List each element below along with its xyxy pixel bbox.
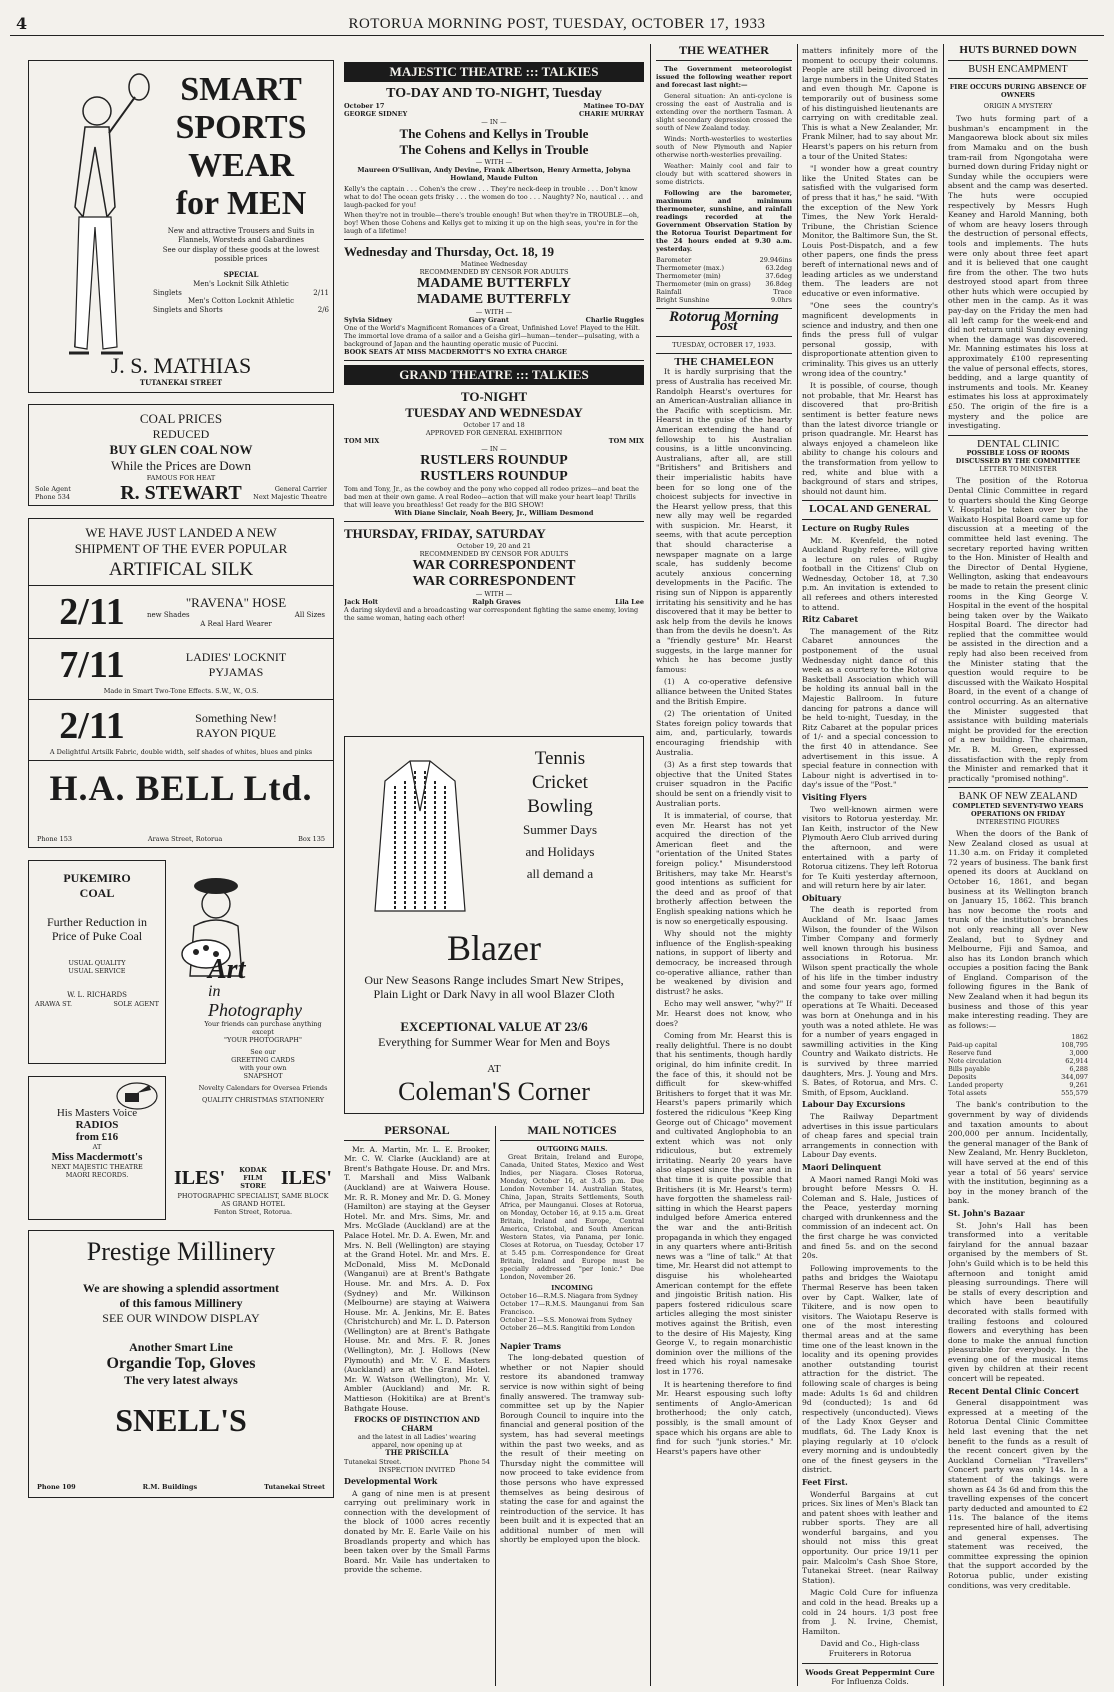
mail-body2: The long-debated question of whether or not Napier should restore its abandoned tramway service is now within sight of being finally answered. The tramway sub-committee set up by the Napier Borough Council to inquire into the financial and general position of the system, has had several meetings within the past two weeks, and as the result of their meeting on Thursday night the committee will now proceed to take evidence from those persons who have expressed themselves as being desirous of stating the case for and against the reintroduction of the service. It has been built and it is expected that an additional number of men will shortly be employed upon the block. xyxy=(500,1353,644,1545)
bank-table-head: 1862 xyxy=(1071,1033,1088,1042)
right-b5: St. John's Hall has been transformed into a veritable fairyland for the annual bazaar organised by the members of St. John's Guild which is to be held this afternoon and tonight amid pleasing surroundings. There will be stalls of every description and which have been beautifully decorated with stalls formed with trailing festoons and coloured flowers and everything has been done to make the annual function pleasurable for everybody. In the evening one of the musical items given by children at their recent concert will be repeated. xyxy=(948,1220,1088,1384)
weather-intro: The Government meteorologist issued the following weather report and forecast last night:— xyxy=(656,64,792,89)
bank-figure-label: Landed property xyxy=(948,1081,1004,1090)
bell-item2: LADIES' LOCKNIT xyxy=(185,650,287,664)
bank-figure-row xyxy=(948,1065,1088,1073)
editorial-p12: "One sees the country's magnificent developments in science and industry, and then one finds the press full of vulgar personal gossip, with disproportionate attention given to criminality. This gives us an utterly wrong idea of the country." xyxy=(802,301,938,378)
gramophone-logo xyxy=(115,1081,159,1111)
ad-radios xyxy=(28,1076,166,1220)
personal-ad5: Phone 54 xyxy=(459,1458,490,1466)
iles-l7: GREETING CARDS xyxy=(231,1056,295,1064)
iles-brand-right: ILES' xyxy=(280,1166,332,1189)
right-h4: ORIGIN A MYSTERY xyxy=(983,102,1053,111)
bank-figure-value: 344,097 xyxy=(1061,1073,1088,1082)
weather-reading-value: 63.2deg xyxy=(765,263,792,272)
pukemiro-role: SOLE AGENT xyxy=(113,999,159,1008)
column-right xyxy=(948,46,1088,1686)
weather-p4: Following are the barometer, maximum and minimum thermometer, sunshine, and rainfall readings recorded at the Government Observation Station by the Rotorua Tourist Department for the 24 hours ended at 9.30 a.m. yesterday. xyxy=(656,188,792,253)
grand-star1: TOM MIX xyxy=(344,437,380,445)
majestic-with: — WITH — xyxy=(475,158,513,166)
editorial-p11: "I wonder how a great country like the United States can be satisfied with the vulgarised form of press that it has," he said. "With the exception of the New York Times, the New York Herald-Tribune, the Christian Science Monitor, the Baltimore Sun, the St. Louis Post-Dispatch, and a few other papers, one finds the press bereft of international news and of leading articles as we understand them. The leaders are not educative or even informative. xyxy=(802,164,938,298)
iles-in: in xyxy=(208,983,221,1000)
column-personal xyxy=(344,1126,490,1686)
local-s1: Lecture on Rugby Rules xyxy=(802,522,910,533)
local-s6: Maori Delinquent xyxy=(802,1161,882,1172)
coleman-blazer: Blazer xyxy=(447,928,541,968)
grand-blurb1: Tom and Tony, Jr., as the cowboy and the pony who copped all rodeo prizes—and beat the bad men at their own game. A real Rodeo—action that will make your heart leap! Thrills that will leave you breathless! Get ready for the BIG SHOW! xyxy=(344,485,639,509)
weather-reading-label: Thermometer (min) xyxy=(656,271,721,280)
stewart-l5: FAMOUS FOR HEAT xyxy=(146,474,216,482)
snells-l1: Prestige Millinery xyxy=(86,1237,276,1266)
iles-kodak: KODAK FILM STORE xyxy=(239,1166,267,1190)
bank-figure-value: 6,288 xyxy=(1069,1065,1088,1074)
majestic-film1-b: The Cohens and Kellys in Trouble xyxy=(399,142,589,157)
mail-head: MAIL NOTICES xyxy=(527,1126,617,1137)
editorial-p2: (1) A co-operative defensive alliance between the United States and the British Empire. xyxy=(656,677,792,706)
majestic-film2-b: MADAME BUTTERFLY xyxy=(417,292,571,307)
mail-sub2: INCOMING xyxy=(551,1283,593,1292)
iles-l9: SNAPSHOT xyxy=(243,1072,283,1080)
editorial-p8: Coming from Mr. Hearst this is really delightful. There is no doubt that his sentiments, though hardly original, do him infinite credit. In the face of this, it should not be difficult for skew-whiffed Britishers to forget that it was Mr. Hearst's papers primarily which fostered the ridiculous "Keep King George out of Chicago" movement and cultivated Anglophobia to an extent which was not only ridiculous, but extremely irritating. Nearly 20 years have also elapsed since the war and in that time it is quite possible that Britishers (it is Mr. Hearst's term) have forgotten the shameless rail-sitting in which the Hearst papers indulged before America entered the war and the anti-British propaganda in which they engaged in any quarters where anti-British news was a "line of talk." At that time, Mr. Hearst did not attempt to disguise his wholehearted American contempt for the effete and jingoistic British nation. His papers fostered ridiculous scare articles alleging the most sinister motives against the British, even to the desire of His Majesty, King George V., to regain monarchistic dominion over the millions of the freed which his royal namesake lost in 1776. xyxy=(656,1031,792,1376)
radios-l7: MAORI RECORDS. xyxy=(65,1171,129,1179)
ad-bell xyxy=(28,518,334,848)
snells-name: SNELL'S xyxy=(115,1402,247,1438)
local-b9: David and Co., High-class Fruiterers in Rotorua xyxy=(820,1639,920,1658)
right-b6: General disappointment was expressed at a meeting of the Rotorua Dental Clinic Committee held last evening that the net benefit to the funds as a result of the recent concert given by the Auckland Cornelian "Travellers" Concert party was only 14s. In a statement of the takings were shown as £4 3s 6d and from this the travelling expenses of the concert party deducted and amounted to £2 11s. The balance of the items represented hire of hall, advertising and general expenses. The statement was received, the committee expressing the opinion that the support accorded by the Rotorua public, under existing conditions, was very creditable. xyxy=(948,1398,1088,1590)
mail-in1: October 16—R.M.S. Niagara from Sydney xyxy=(500,1291,638,1300)
right-b3: When the doors of the Bank of New Zealand closed as usual at 11.30 a.m. on Friday it completed 72 years of business. The bank first opened its doors at Auckland on October 16, 1861, and began business at its Wellington branch on January 15, 1862. This branch has now become the roots and trunk of the institution's branches not only reaching all over New Zealand, but to Sydney and Melbourne, Fiji and Samoa, and also has its London branch which occupies a position facing the Bank of England. Comparison of the following figures in the Bank of New Zealand when it had begun its business and those of this year make interesting reading. They are as follows:— xyxy=(948,828,1088,1030)
editorial-p4: (3) As a first step towards that objective that the United States cruiser squadron in the Pacific should be sent on a friendly visit to Australian ports. xyxy=(656,760,792,808)
grand-star3: Jack Holt xyxy=(344,598,378,606)
majestic-film2-a: MADAME BUTTERFLY xyxy=(417,276,571,291)
radios-l1: His Masters Voice xyxy=(56,1107,138,1119)
editorial-p7: Echo may well answer, "why?" If Mr. Hearst does not know, who does? xyxy=(656,999,792,1028)
weather-p3: Weather: Mainly cool and fair to cloudy but with scattered showers in some districts. xyxy=(656,161,792,186)
iles-l8: with your own xyxy=(239,1064,287,1072)
right-b2: The position of the Rotorua Dental Clinic Committee in regard to quarters should the King George V. Hospital be taken over by the Waikato Hospital Board came up for discussion at a meeting of the committee held last evening. The secretary reported having written to the Hon. Minister of Health and the Director of Dental Hygiene, Wellington, asking that endeavours be made to retain the present clinic rooms in the King George V. Hospital in the event of the hospital being taken over by the Waikato Hospital Board. The director had replied that the committee would be assisted in the direction and a reply had also been received from the Minister stating that the question would require to be discussed with the Waikato Hospital Board, in the event of a change of control occurring. As an alternative the Minister suggested that assistance with building materials might be provided for the erection of a new building. The chairman, Mr. B. M. Green, expressed dissatisfaction with the reply from the Minister and remarked that it practically "promised nothing". xyxy=(948,476,1088,783)
editorial-paper: Rotorua Morning Post xyxy=(669,308,779,335)
mathias-item4: Singlets and Shorts xyxy=(153,305,223,314)
iles-l4: Your friends can purchase anything except xyxy=(204,1020,322,1036)
bell-item1-c: All Sizes xyxy=(294,611,325,620)
snells-phone: Phone 109 xyxy=(37,1483,76,1491)
ad-majestic-theatre xyxy=(344,62,644,658)
weather-reading-row xyxy=(656,280,792,288)
right-h1: HUTS BURNED DOWN xyxy=(959,46,1077,56)
bank-figure-row xyxy=(948,1041,1088,1049)
iles-brand-left: ILES' xyxy=(174,1166,226,1189)
local-b5: The Railway Department advertises in this issue particulars of cheap fares and special train arrangements in connection with Labour Day events. xyxy=(802,1111,938,1160)
masthead-title: ROTORUA MORNING POST, TUESDAY, OCTOBER 17, 1933 xyxy=(348,16,766,32)
weather-reading-label: Thermometer (min on grass) xyxy=(656,279,751,288)
column-weather-editorial xyxy=(656,46,792,1686)
local-b4: The death is reported from Auckland of Mr. Isaac James Wilson, the founder of the Wilson Timber Company and formerly well known through his business associations in Rotorua. Mr. Wilson spent practically the whole of his life in the timber industry and some four years ago, formed the company to take over milling operations at Te Whaiti. Deceased was born at Onehunga and in his youth was a noted athlete. He was for a number of years engaged in sawmilling activities in the King Country and Waikato districts. He is survived by three married daughters, Mrs. J. Young and Mrs. S. Bates, of Rotorua, and Mrs. C. Smith, of Epsom, Auckland. xyxy=(802,905,938,1097)
mail-sub3: Napier Trams xyxy=(500,1340,561,1351)
personal-body2: A gang of nine men is at present carrying out preliminary work in connection with the development of the block of 1000 acres recently donated by Mr. E. Earle Vaile on his Broadlands property and which has been taken over by the Small Farms Board. Mr. Vaile has undertaken to provide the scheme. xyxy=(344,1488,490,1575)
coleman-l1: Tennis xyxy=(534,748,586,769)
right-h6: POSSIBLE LOSS OF ROOMS DISCUSSED BY THE COMMITTEE xyxy=(955,449,1081,466)
iles-l6: See our xyxy=(250,1048,276,1056)
coleman-l5: and Holidays xyxy=(525,844,595,859)
right-h9: COMPLETED SEVENTY-TWO YEARS OPERATIONS ON FRIDAY xyxy=(952,801,1084,818)
grand-star2: TOM MIX xyxy=(608,437,644,445)
iles-l12: PHOTOGRAPHIC SPECIALIST, SAME BLOCK AS GRAND HOTEL xyxy=(177,1192,329,1208)
bell-box: Box 135 xyxy=(298,835,325,843)
snells-l5: Another Smart Line xyxy=(129,1340,233,1354)
page-number: 4 xyxy=(16,14,28,33)
grand-film2-a: WAR CORRESPONDENT xyxy=(412,558,576,573)
bell-item1: "RAVENA" HOSE xyxy=(185,595,287,611)
bell-item1-b: new Shades xyxy=(147,611,190,620)
ad-mathias xyxy=(28,60,334,393)
mail-in4: October 26—M.S. Rangitiki from London xyxy=(500,1323,635,1332)
local-b6: A Maori named Rangi Moki was brought before Messrs O. H. Coleman and S. Hale, Justices of the Peace, yesterday morning charged with drunkenness and the commission of an indecent act. On the first charge he was convicted and fined 5s. and on the second 20s. xyxy=(802,1174,938,1261)
masthead xyxy=(10,14,1104,36)
weather-reading-value: 37.6deg xyxy=(765,271,792,280)
radios-l6: NEXT MAJESTIC THEATRE xyxy=(51,1163,143,1171)
majestic-blurb1: Kelly's the captain . . . Cohen's the crew . . . They're neck-deep in trouble . . . Don't know what to do! The ocean gets frisky . . . the women do too . . . Naughty? No, nautical . . . and laugh-packed for you! xyxy=(344,185,644,209)
majestic-star4: Gary Grant xyxy=(468,316,509,324)
mathias-item3: Men's Cotton Locknit Athletic xyxy=(187,297,295,306)
weather-reading-label: Thermometer (max.) xyxy=(656,263,725,272)
weather-reading-row xyxy=(656,296,792,304)
coleman-l11: AT xyxy=(487,1063,501,1075)
grand-l4: APPROVED FOR GENERAL EXHIBITION xyxy=(425,429,563,437)
radios-l5: Miss Macdermott's xyxy=(51,1151,143,1163)
ad-pukemiro xyxy=(28,860,166,1064)
stewart-right1: General Carrier xyxy=(274,485,327,493)
weather-reading-value: Trace xyxy=(773,287,792,296)
bell-price1: 2/11 xyxy=(59,591,125,633)
grand-bar: GRAND THEATRE ::: TALKIES xyxy=(344,365,644,385)
mathias-name: J. S. MATHIAS xyxy=(110,353,252,378)
weather-p2: Winds: North-westerlies to westerlies south of New Plymouth and Napier otherwise north-westerlies prevailing. xyxy=(656,134,792,159)
right-b1: Two huts forming part of a bushman's encampment in the Mangaorewa block about six miles from Mamaku and on the bush tram-rail from Ngongotaha were burned down during Friday night or Sunday while the occupiers were absent and the camp was deserted. The huts were occupied respectively by Messrs Hugh Keaney and Harold Manning, both of whom are heavy losers through the destruction of personal effects, tools and implements. The huts were only about three feet apart and it is believed that one caught fire from the other. The two huts destroyed stood apart from three other huts which were occupied by other men in the camp. As it was pay-day on the Friday the men had all left camp for the week-end and did not return until Sunday evening when the damage was discovered. Mr. Manning estimates his loss at approximately £100 representing the value of personal effects, stores, bedding, and a large quantity of instruments and tools. Mr. Keaney estimates his loss at approximately £50. The origin of the fire is a mystery and the police are investigating. xyxy=(948,114,1088,431)
weather-reading-label: Rainfall xyxy=(656,287,682,296)
bank-figure-row xyxy=(948,1057,1088,1065)
majestic-blurb1b: When they're not in trouble—there's trouble enough! But when they're in TROUBLE—oh, boy! When those Cohens and Kellys get to mixing it up on the high seas, you're in for the laugh of a lifetime! xyxy=(344,211,640,235)
weather-reading-row xyxy=(656,288,792,296)
bell-item2-b: PYJAMAS xyxy=(208,665,264,679)
bank-figure-row xyxy=(948,1081,1088,1089)
bank-figure-value: 108,795 xyxy=(1061,1041,1088,1050)
bank-figure-row xyxy=(948,1073,1088,1081)
bank-figure-label: Total assets xyxy=(948,1089,987,1098)
bank-figure-value: 9,261 xyxy=(1069,1081,1088,1090)
bank-figure-value: 62,914 xyxy=(1065,1057,1088,1066)
mathias-price4: 2/6 xyxy=(317,305,329,314)
radios-l2: RADIOS xyxy=(75,1119,119,1131)
right-h2: BUSH ENCAMPMENT xyxy=(968,63,1068,75)
bell-phone: Phone 153 xyxy=(37,835,72,843)
weather-readings xyxy=(656,256,792,304)
majestic-star2: CHARIE MURRAY xyxy=(578,110,644,118)
snells-street: Tutanekai Street xyxy=(264,1483,325,1491)
mail-in3: October 21—S.S. Monowai from Sydney xyxy=(500,1315,632,1324)
editorial-p9: It is heartening therefore to find Mr. Hearst espousing such lofty sentiments of Anglo-American brotherhood; the only catch, possibly, is the small amount of space which his organs are able to find for such "junk stories." Mr. Hearst's papers have other xyxy=(656,1379,792,1456)
stewart-l3: BUY GLEN COAL NOW xyxy=(109,442,253,457)
local-s5: Labour Day Excursions xyxy=(802,1099,906,1110)
grand-film2-b: WAR CORRESPONDENT xyxy=(412,574,576,589)
stewart-l1: COAL PRICES xyxy=(139,411,223,426)
ad-snells xyxy=(28,1230,334,1498)
local-s4: Obituary xyxy=(802,892,842,903)
grand-with: — WITH — xyxy=(475,590,513,598)
local-b3: Two well-known airmen were visitors to Rotorua yesterday. Mr. Ian Keith, instructor of the New Plymouth Aero Club arrived during the afternoon, and were entertained with a party of Rotorua citizens. They left Rotorua for Te Kuiti yesterday afternoon, and will return here by air later. xyxy=(802,804,938,891)
right-b4: The bank's contribution to the government by way of dividends and taxation amounts to about 200,000 per annum. Incidentally, the general manager of the Bank of New Zealand, Mr. Henry Buckleton, will have served at the end of this year a total of 56 years' service with the institution, beginning as a boy in the money branch of the bank. xyxy=(948,1100,1088,1206)
weather-p1: General situation: An anti-cyclone is crossing the east of Australia and is extending over the northern Tasman. A slight secondary depression crossed the south of New Zealand today. xyxy=(656,91,792,132)
coleman-l3: Bowling xyxy=(527,796,593,817)
pukemiro-l3: Further Reduction in Price of Puke Coal xyxy=(47,915,147,943)
majestic-date1: October 17 xyxy=(344,102,385,110)
majestic-in: — IN — xyxy=(481,118,507,126)
snells-l4: SEE OUR WINDOW DISPLAY xyxy=(102,1311,260,1325)
pukemiro-l4: USUAL QUALITY xyxy=(68,959,126,967)
grand-rec2: RECOMMENDED BY CENSOR FOR ADULTS xyxy=(419,550,569,558)
weather-reading-row xyxy=(656,264,792,272)
iles-l5: "YOUR PHOTOGRAPH" xyxy=(224,1036,302,1044)
bell-item3-b: RAYON PIQUE xyxy=(196,726,276,740)
majestic-blurb2: One of the World's Magnificent Romances of a Great, Unfinished Love! Played to the Hilt. The immortal love drama of a sailor and a Geisha girl—human—tender—pulsating, with a background of Japan and the haunting operatic music of Puccini. xyxy=(344,324,641,348)
majestic-rec2: RECOMMENDED BY CENSOR FOR ADULTS xyxy=(419,268,569,276)
coleman-l9: EXCEPTIONAL VALUE AT 23/6 xyxy=(400,1019,588,1034)
right-h7: LETTER TO MINISTER xyxy=(979,465,1057,474)
editorial-p10: matters infinitely more of the moment to occupy their columns. People are still being divorced in large numbers in the United States and even though Mr. Capone is temporarily out of business some of his distinguished lieutenants are carrying on with creditable zeal. This is what a New Zealander, Mr. Frank Milner, had to say about Mr. Hearst's papers on his return from a tour of the United States: xyxy=(802,46,938,161)
weather-head: THE WEATHER xyxy=(679,46,769,57)
bank-figure-label: Reserve fund xyxy=(948,1049,992,1058)
right-h8: BANK OF NEW ZEALAND xyxy=(958,791,1078,803)
majestic-star3: Sylvia Sidney xyxy=(344,316,393,324)
mathias-wear: WEAR xyxy=(188,147,294,184)
snells-l3: of this famous Millinery xyxy=(119,1296,243,1310)
editorial-date: TUESDAY, OCTOBER 17, 1933. xyxy=(672,340,776,349)
weather-reading-label: Bright Sunshine xyxy=(656,295,710,304)
local-b2: The management of the Ritz Cabaret announces the postponement of the usual Wednesday night dance of this week as a courtesy to the Rotorua Basketball Association which will be holding its annual ball in the Majestic Ballroom. In future dancing for patrons a dance will be held to-night, Tuesday, in the Ritz Cabaret at the popular prices of 1/- and a special concession to the first 40 in attendance. See advertisement in this issue. A special feature in connection with Labour night is advertised in to-day's issue of the "Post." xyxy=(802,626,938,790)
grand-cast1: With Diane Sinclair, Noah Beery, Jr., William Desmond xyxy=(394,509,594,517)
mathias-special: SPECIAL xyxy=(223,270,259,280)
grand-film1-a: RUSTLERS ROUNDUP xyxy=(420,453,568,468)
column-mail xyxy=(500,1126,644,1686)
bank-figure-label: Note circulation xyxy=(948,1057,1002,1066)
snells-l2: We are showing a splendid assortment xyxy=(82,1281,280,1295)
editorial-p5: It is immaterial, of course, that even Mr. Hearst has not yet acquired the direction of the American fleet and the "orientation of the United States foreign policy." Misunderstood Britishers, may take Mr. Hearst's good intentions as sufficient for the deed and as proof of that brotherly affection between the English speaking nations which he is now so energetically espousing. xyxy=(656,811,792,926)
majestic-star5: Charlie Ruggles xyxy=(585,316,644,324)
iles-art: Art xyxy=(208,954,246,985)
personal-ad6: INSPECTION INVITED xyxy=(378,1466,456,1474)
majestic-cast1: Maureen O'Sullivan, Andy Devine, Frank Albertson, Henry Armetta, Jobyna Howland, Maude Fulton xyxy=(357,166,631,182)
stewart-name: R. STEWART xyxy=(120,482,242,504)
personal-ad1: FROCKS OF DISTINCTION AND CHARM xyxy=(354,1415,480,1433)
pukemiro-name: W. L. RICHARDS xyxy=(67,991,127,999)
local-b1: Mr. M. Kvenfeld, the noted Auckland Rugby referee, will give a lecture on rules of Rugby football in the Citizens' Club on Wednesday, October 18, at 7.30 p.m. An invitation is extended to all referees and others interested to attend. xyxy=(802,535,938,612)
personal-ad3: THE PRISCILLA xyxy=(385,1448,449,1458)
stewart-left1: Sole Agent xyxy=(35,485,71,493)
bank-figure-label: Paid-up capital xyxy=(948,1041,998,1050)
grand-film1-b: RUSTLERS ROUNDUP xyxy=(420,469,568,484)
mathias-item1: Men's Locknit Silk Athletic xyxy=(193,279,289,288)
personal-body: Mr. A. Martin, Mr. L. E. Brooker, Mr. C. W. Clarke (Auckland) are at Brent's Bathgate House. Dr. and Mrs. T. Marshall and Miss Walbank (Auckland) are at Waiwera House. Mr. R. R. Money and Mr. D. G. Money (Hamilton) are staying at the Geyser Hotel. Mr. and Mrs. Sims, Mr. and Mrs. McGlade (Auckland) are at the Palace Hotel. Mr. D. A. Ewen, Mr. and Mrs. N. Bell (Wellington) are staying at the Grand Hotel. Mr. and Mrs. E. McDonald, Miss M. McDonald (Wanganui) are at Brent's Bathgate House. Mr. and Mrs. A. D. Fox (Sydney) and Mr. Wilkinson (Melbourne) are staying at Waiwera House. Mr. A. Jenkins, Mr. E. Bates (Christchurch) and Mr. L. D. Paterson (Wellington) are at Brent's Bathgate House. Mr. and Mrs. F. R. Jones (Wellington), Mr. J. Hollows (New Plymouth) and Mr. V. E. Masters (Auckland) are at the Grand Hotel. Mr. W. Watson (Wellington), Mr. V. Ambler (Auckland) and Mr. R. Mattieson (Hokitika) are at Brent's Bathgate House. xyxy=(344,1144,490,1413)
bank-figure-value: 555,579 xyxy=(1061,1089,1088,1098)
radios-l4: AT xyxy=(92,1143,102,1151)
blazer-illustration xyxy=(365,751,475,921)
tennis-player-illustration xyxy=(35,67,155,367)
mathias-body: New and attractive Trousers and Suits in Flannels, Worsteds and Gabardines xyxy=(167,227,315,244)
bell-price2: 7/11 xyxy=(59,644,125,686)
snells-l6: Organdie Top, Gloves xyxy=(106,1355,256,1372)
pukemiro-l1: PUKEMIRO xyxy=(63,871,131,885)
editorial-p1: It is hardly surprising that the press of Australia has received Mr. Randolph Hearst's overtures for an American-Australian alliance in the Pacific with scepticism. Mr. Hearst in the guise of the hearty American extending the hand of fellowship to his Australian cousins, is a little unconvincing. Australians, after all, are still "Britishers" and Britishers and their imperialistic habits have been for so long one of the choicest subjects for invective in the Hearst yellow press, that this new ally may well be regarded with suspicion. Mr. Hearst, it seems, with that acute perception that should characterise a newspaper magnate on a large scale, has suddenly become acutely anxious concerning developments in the Pacific. The rising sun of Nippon is apparently irritating his sensitivity and he has discovered that it may be better to ask help from the devils he knows than from the devils he doesn't. As a "friendly gesture" Mr. Hearst suggests, in the large manner for which he has become justly famous: xyxy=(656,367,792,674)
mail-in2: October 17—R.M.S. Maunganui from San Francisco. xyxy=(500,1299,644,1316)
right-h11: St. John's Bazaar xyxy=(948,1207,1025,1218)
local-s2: Ritz Cabaret xyxy=(802,614,859,625)
ad-stewart xyxy=(28,404,334,506)
grand-date2: October 19, 20 and 21 xyxy=(457,542,531,550)
personal-sub: Developmental Work xyxy=(344,1476,438,1486)
majestic-when2: Wednesday and Thursday, Oct. 18, 19 xyxy=(344,244,554,259)
mathias-for-men: for MEN xyxy=(175,185,307,222)
personal-ad4: Tutanekai Street. xyxy=(344,1458,402,1466)
majestic-mat2: Matinee Wednesday xyxy=(460,260,528,268)
grand-l2: TUESDAY AND WEDNESDAY xyxy=(405,405,583,420)
mathias-smart: SMART xyxy=(180,71,302,108)
local-b6b: Following improvements to the paths and bridges the Waiotapu Thermal Reserve has been taken over by Capt. Walker, late of Tikitere, and is now open to visitors. The Waiotapu Reserve is one of the most interesting thermal areas and at the same time one of the least known in the locality and its opening provides another outstanding tourist attraction for the district. The following scale of charges is being made: Adults 1s 6d and children 9d (conducted); 1s and 6d respectively (unconducted). Views of the Lady Knox Geyser and mudflats, 6d. The Lady Knox is playing regularly at 10 o'clock every morning and is undoubtedly one of the finest geysers in the district. xyxy=(802,1263,938,1475)
mathias-sub: See our display of these goods at the lowest possible prices xyxy=(162,246,320,263)
mathias-price2: 2/11 xyxy=(313,288,329,297)
coleman-name: Coleman'S Corner xyxy=(398,1077,590,1106)
bell-item2-c: Made in Smart Two-Tone Effects. S.W., W., O.S. xyxy=(103,687,259,695)
stewart-left2: Phone 534 xyxy=(35,493,70,501)
weather-reading-label: Barometer xyxy=(656,255,692,264)
coleman-l8: Our New Seasons Range includes Smart New Stripes, Plain Light or Dark Navy in all wool Blazer Cloth xyxy=(364,973,624,1001)
column-local-general xyxy=(802,46,938,1686)
pukemiro-addr: ARAWA ST. xyxy=(35,999,73,1008)
editorial-p6: Why should not the mighty influence of the English-speaking nations, in support of liberty and democracy, be increased through co-operative alliance, rather than be weakened by division and distrust? he asks. xyxy=(656,929,792,996)
snells-l7: The very latest always xyxy=(124,1373,238,1387)
stewart-l2: REDUCED xyxy=(152,427,210,441)
bell-l3: ARTIFICAL SILK xyxy=(108,559,254,580)
local-head: LOCAL AND GENERAL xyxy=(809,503,931,516)
bell-item3-c: A Delightful Artsilk Fabric, double width, self shades of whites, blues and pinks xyxy=(49,748,313,756)
ad-iles xyxy=(172,860,334,1220)
local-b11: For Influenza Colds. xyxy=(831,1677,909,1686)
grand-blurb2: A daring skydevil and a broadcasting war correspondent fighting the same enemy, loving the same woman, hating each other! xyxy=(344,606,639,622)
bank-figure-row xyxy=(948,1049,1088,1057)
bank-figure-value: 3,000 xyxy=(1069,1049,1088,1058)
bank-table xyxy=(948,1041,1088,1097)
local-b8: Magic Cold Cure for influenza and cold in the head. Breaks up a cold in 24 hours. 1/3 post free from J. N. Irvine, Chemist, Hamilton. xyxy=(802,1588,938,1636)
bell-item1-d: A Real Hard Wearer xyxy=(200,620,272,628)
majestic-booking: BOOK SEATS AT MISS MACDERMOTT'S NO EXTRA CHARGE xyxy=(344,348,567,356)
iles-photography: Photography xyxy=(208,1000,302,1020)
stewart-right2: Next Majestic Theatre xyxy=(253,493,327,501)
personal-head: PERSONAL xyxy=(384,1126,450,1137)
mathias-item2: Singlets xyxy=(153,288,182,297)
right-h5: DENTAL CLINIC xyxy=(976,437,1060,450)
stewart-l4: While the Prices are Down xyxy=(110,458,252,473)
mail-sub1: OUTGOING MAILS. xyxy=(536,1144,608,1153)
grand-when2: THURSDAY, FRIDAY, SATURDAY xyxy=(344,526,546,541)
coleman-l4: Summer Days xyxy=(522,822,598,837)
editorial-p13: It is possible, of course, though not probable, that Mr. Hearst has discovered that pro-British sentiment is better feature news than the latest divorce triangle or prison quadrangle. Mr. Hearst has always enjoyed a chameleon like ability to change his colours and the transformation from yellow to red, white and blue with a background of stars and stripes, should not daunt him. xyxy=(802,381,938,496)
mail-body1: Great Britain, Ireland and Europe, Canada, United States, Mexico and West Indies, per Niagara. Closes Rotorua, Monday, October 16, at 3.45 p.m. Due London November 14. Australian States, China, Japan, Straits Settlements, South Africa, per Maunganui. Closes at Rotorua, on Monday, October 16, at 9.15 a.m. Great Britain, Ireland and Europe, Central America, Cristobal, and South American Western States, via Panama, per Ionic. Closes at Rotorua, on Tuesday, October 17 at 5.45 p.m. Correspondence for Great Britain, Ireland and Europe must be specially addressed "per Ionic." Due London, November 26. xyxy=(500,1152,644,1281)
majestic-mat1: Matinee TO-DAY xyxy=(583,102,644,110)
snells-building: R.M. Buildings xyxy=(142,1483,198,1491)
majestic-bar: MAJESTIC THEATRE ::: TALKIES xyxy=(344,62,644,82)
weather-reading-row xyxy=(656,272,792,280)
local-s7: Feet First. xyxy=(802,1476,848,1487)
mathias-sports: SPORTS xyxy=(175,109,307,146)
majestic-star1: GEORGE SIDNEY xyxy=(344,110,408,118)
grand-l3: October 17 and 18 xyxy=(463,421,525,429)
coleman-l10: Everything for Summer Wear for Men and Boys xyxy=(378,1035,610,1049)
iles-l11: QUALITY CHRISTMAS STATIONERY xyxy=(201,1096,325,1104)
bell-price3: 2/11 xyxy=(59,705,125,747)
grand-star4: Ralph Graves xyxy=(472,598,521,606)
local-s3: Visiting Flyers xyxy=(802,791,867,802)
coleman-l2: Cricket xyxy=(532,772,588,793)
weather-reading-value: 29.946ins xyxy=(759,255,792,264)
coleman-l6: all demand a xyxy=(526,866,594,881)
radios-l3: from £16 xyxy=(75,1131,119,1143)
editorial-head: THE CHAMELEON xyxy=(674,355,774,368)
mathias-street: TUTANEKAI STREET xyxy=(139,378,223,387)
weather-reading-value: 9.0hrs xyxy=(771,295,792,304)
bell-address: Arawa Street, Rotorua xyxy=(147,835,223,843)
weather-reading-row xyxy=(656,256,792,264)
local-b7: Wonderful Bargains at cut prices. Six lines of Men's Black tan and patent shoes with leather and rubber sports. They are all wonderful bargains, and you should not miss this great opportunity. Our price 19/11 per pair. Malcolm's Cash Shoe Store, Tutanekai Street. (near Railway Station). xyxy=(802,1489,938,1585)
pukemiro-l5: USUAL SERVICE xyxy=(68,967,126,975)
majestic-film1-a: The Cohens and Kellys in Trouble xyxy=(399,126,589,141)
bank-figure-row xyxy=(948,1089,1088,1097)
grand-star5: Lila Lee xyxy=(615,598,644,606)
local-b10: Woods Great Peppermint Cure xyxy=(805,1667,935,1677)
bell-name: H.A. BELL Ltd. xyxy=(49,768,313,808)
weather-reading-value: 36.8deg xyxy=(765,279,792,288)
iles-l10: Novelty Calendars for Oversea Friends xyxy=(198,1084,328,1092)
bell-l2: SHIPMENT OF THE EVER POPULAR xyxy=(74,541,288,556)
grand-in: — IN — xyxy=(481,445,507,453)
right-h12: Recent Dental Clinic Concert xyxy=(948,1385,1079,1396)
editorial-p3: (2) The orientation of United States foreign policy towards that aim, and, particularly, towards encouraging friendship with Australia. xyxy=(656,709,792,757)
majestic-with2: — WITH — xyxy=(475,308,513,316)
personal-ad2: and the latest in all Ladies' wearing apparel, now opening up at xyxy=(357,1433,477,1450)
iles-l13: Fenton Street, Rotorua. xyxy=(213,1208,293,1216)
right-h10: INTERESTING FIGURES xyxy=(976,817,1060,826)
bank-figure-label: Deposits xyxy=(948,1073,977,1082)
majestic-when1: TO-DAY AND TO-NIGHT, Tuesday xyxy=(386,86,602,101)
ad-coleman xyxy=(344,736,644,1114)
bell-l1: WE HAVE JUST LANDED A NEW xyxy=(85,525,277,540)
grand-l1: TO-NIGHT xyxy=(460,389,528,404)
pukemiro-l2: COAL xyxy=(79,886,115,900)
bell-item3: Something New! xyxy=(195,711,277,725)
right-h3: FIRE OCCURS DURING ABSENCE OF OWNERS xyxy=(949,83,1087,100)
bank-figure-label: Bills payable xyxy=(948,1065,991,1074)
